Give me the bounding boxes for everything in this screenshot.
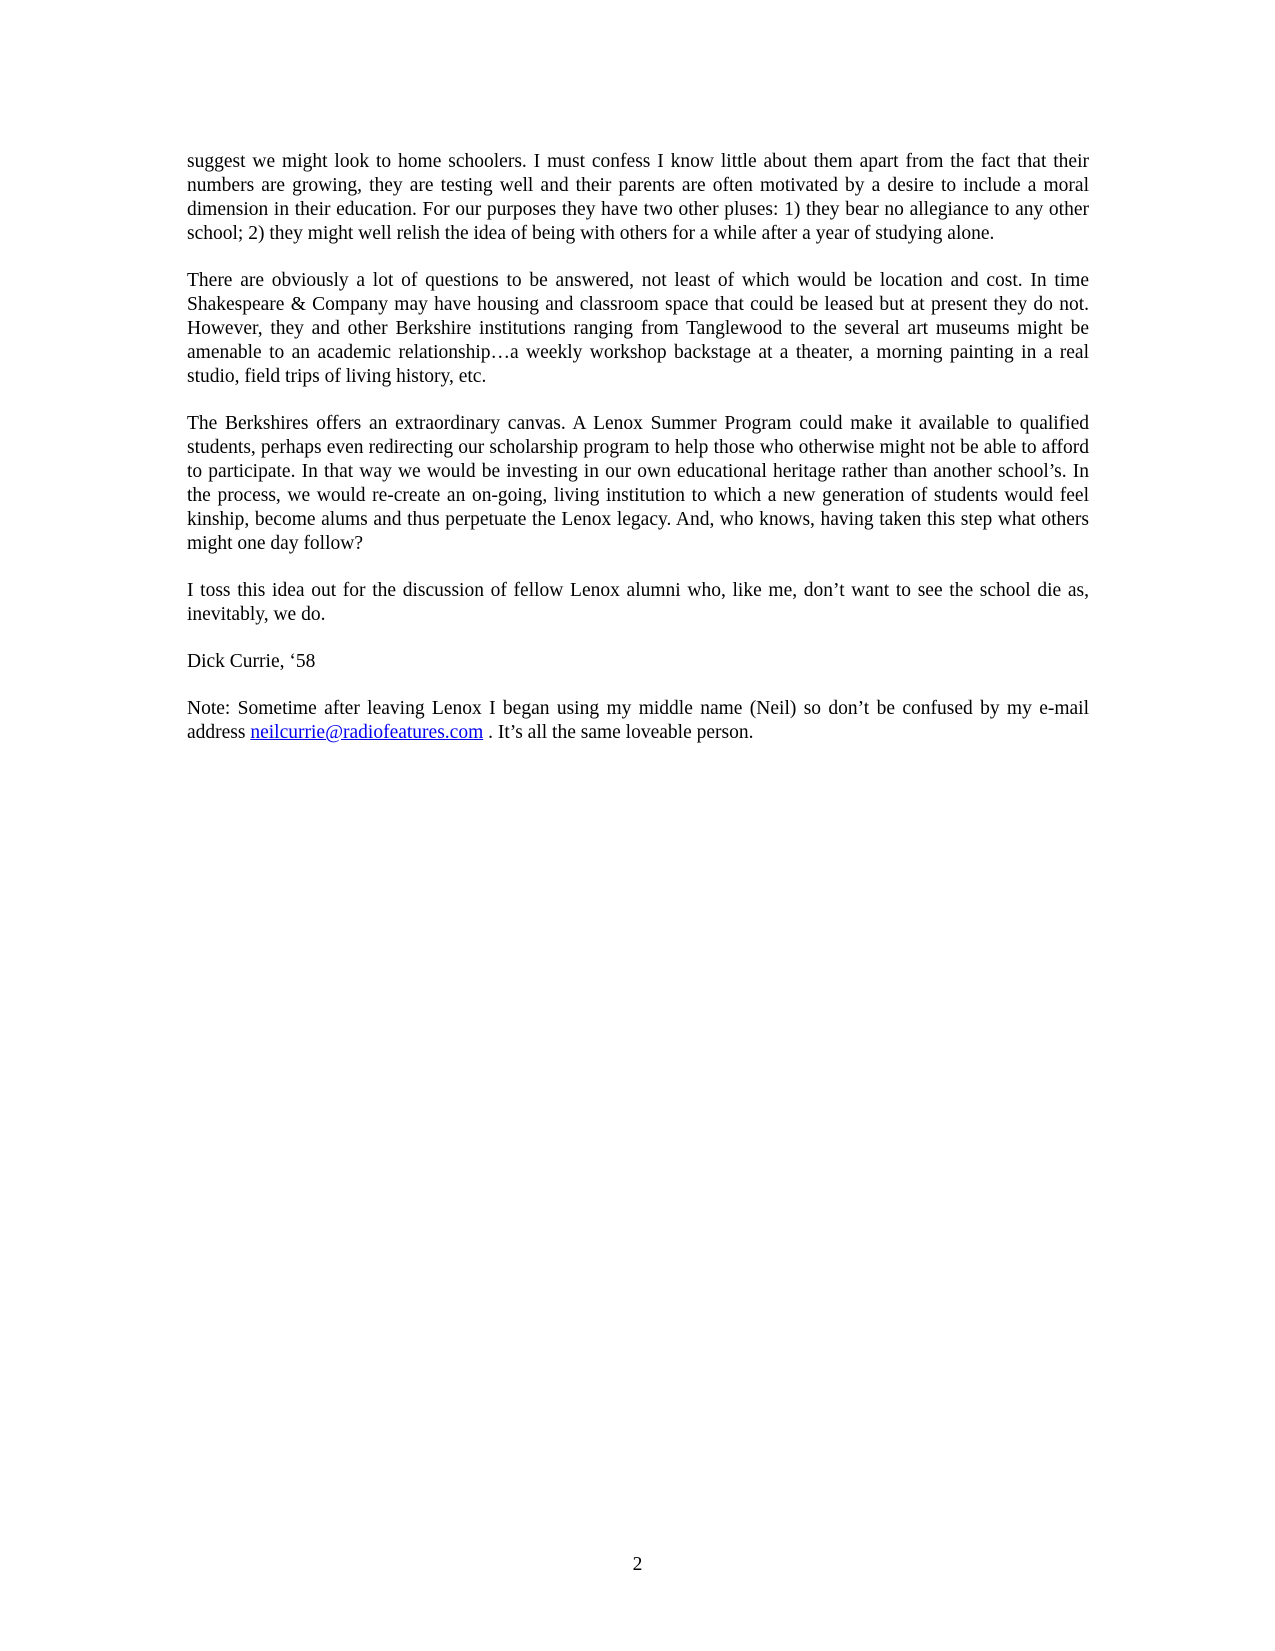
page-number: 2 bbox=[632, 1554, 643, 1575]
note-paragraph bbox=[187, 697, 1089, 745]
signature: Dick Currie, ‘58 bbox=[187, 651, 316, 672]
paragraph-alumni-discussion: I toss this idea out for the discussion of fellow Lenox alumni who, like me, don’t want to see the school die as, inevitably, we do. bbox=[187, 580, 1089, 625]
body-text bbox=[187, 150, 1089, 768]
paragraph-questions: There are obviously a lot of questions to be answered, not least of which would be location and cost. In time Shakespeare & Company may have housing and classroom space that could be leased but at present they do not. However, they and other Berkshire institutions ranging from Tanglewood to the several art museums might be amenable to an academic relationship…a weekly workshop backstage at a theater, a morning painting in a real studio, field trips of living history, etc. bbox=[187, 270, 1089, 387]
paragraph-berkshires: The Berkshires offers an extraordinary canvas. A Lenox Summer Program could make it available to qualified students, perhaps even redirecting our scholarship program to help those who otherwise might not be able to afford to participate. In that way we would be investing in our own educational heritage rather than another school’s. In the process, we would re-create an on-going, living institution to which a new generation of students would feel kinship, become alums and thus perpetuate the Lenox legacy. And, who knows, having taken this step what others might one day follow? bbox=[187, 413, 1089, 554]
note-text-before: Note: Sometime after leaving Lenox I began using my middle name (Neil) so don’t be confused by my e-mail address bbox=[187, 698, 1089, 743]
paragraph-home-schoolers: suggest we might look to home schoolers. I must confess I know little about them apart from the fact that their numbers are growing, they are testing well and their parents are often motivated by a desire to include a moral dimension in their education. For our purposes they have two other pluses: 1) they bear no allegiance to any other school; 2) they might well relish the idea of being with others for a while after a year of studying alone. bbox=[187, 151, 1089, 244]
note-text-after: . It’s all the same loveable person. bbox=[483, 722, 754, 743]
email-link[interactable]: neilcurrie@radiofeatures.com bbox=[250, 722, 484, 743]
